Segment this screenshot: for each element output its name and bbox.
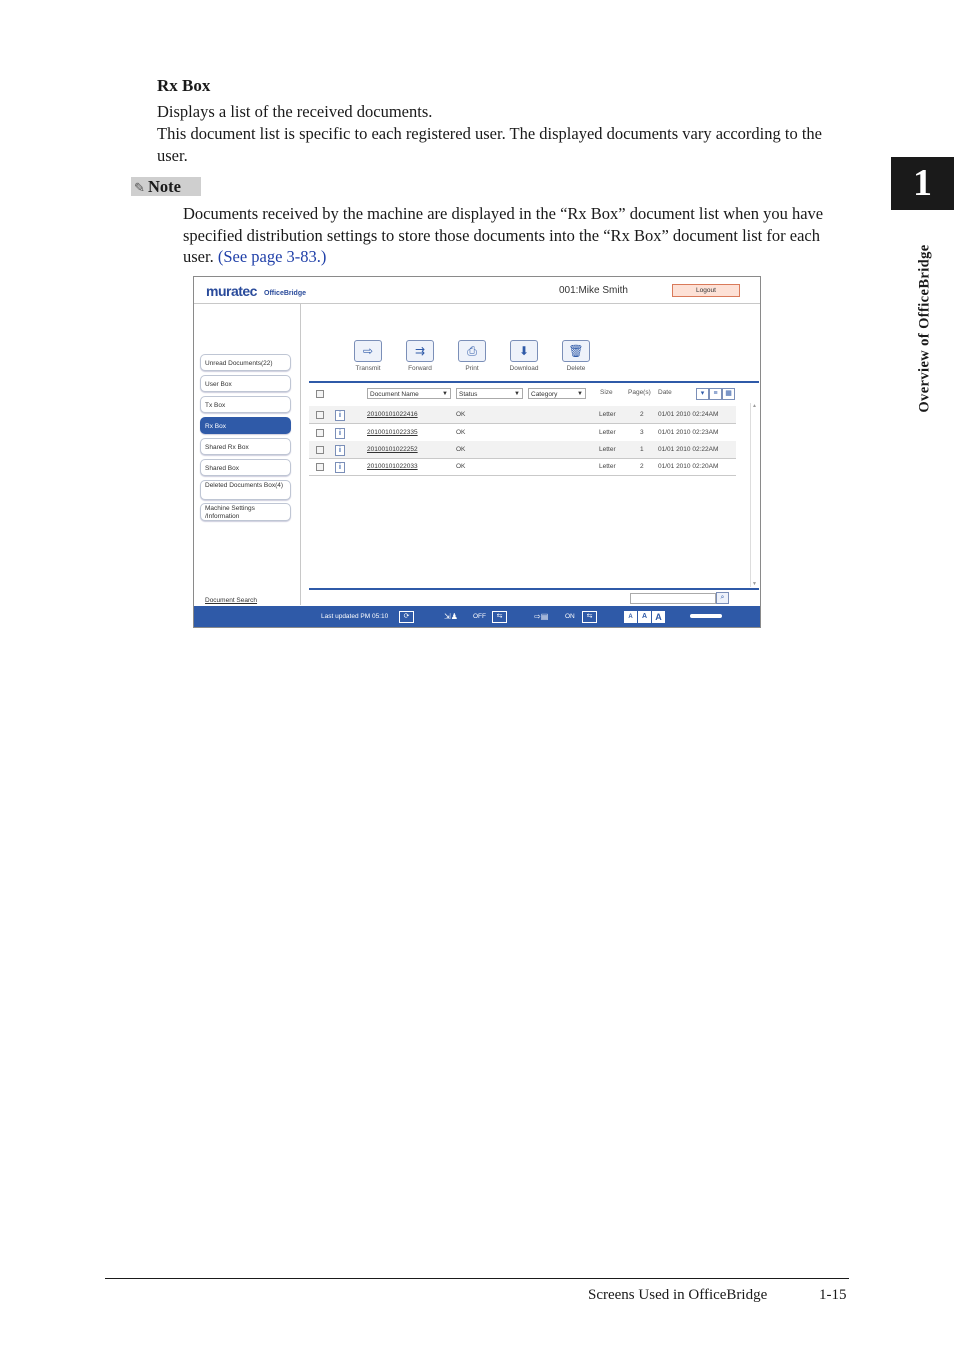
size-column-header: Size <box>600 389 613 396</box>
app-header <box>194 277 760 304</box>
list-scrollbar[interactable] <box>750 403 759 587</box>
row-checkbox[interactable] <box>316 463 324 471</box>
document-pages: 1 <box>640 446 644 453</box>
status-bar <box>194 606 760 627</box>
officebridge-screenshot <box>193 276 761 628</box>
date-column-header: Date <box>658 389 672 396</box>
list-view-icon[interactable]: ≡ <box>709 388 722 400</box>
download-button[interactable] <box>504 340 544 372</box>
thumbnail-view-icon[interactable]: ▦ <box>722 388 735 400</box>
zoom-slider[interactable] <box>690 614 722 618</box>
document-status: OK <box>456 446 466 453</box>
toggle1-switch-icon[interactable]: ⇆ <box>492 611 507 623</box>
chapter-tab: 1 <box>891 157 954 210</box>
current-user: 001:Mike Smith <box>559 285 628 296</box>
sidebar <box>194 304 301 605</box>
status-filter[interactable] <box>456 388 523 399</box>
transmit-icon: ⇨ <box>354 340 382 362</box>
download-icon: ⬇ <box>510 340 538 362</box>
page-number: 1-15 <box>819 1287 847 1303</box>
document-size: Letter <box>599 429 616 436</box>
category-filter[interactable] <box>528 388 586 399</box>
status-filter-label: Status <box>459 391 478 398</box>
nav-deleted-documents[interactable]: Deleted Documents Box(4) <box>200 480 291 500</box>
user-arrival-icon: ⇲♟ <box>444 612 458 621</box>
document-name[interactable]: 20100101022252 <box>367 446 418 453</box>
nav-unread-documents[interactable]: Unread Documents(22) <box>200 354 291 371</box>
pencil-icon: ✎ <box>134 180 145 195</box>
delete-label: Delete <box>566 365 586 372</box>
transmit-label: Transmit <box>355 365 381 372</box>
sort-toggle-icon[interactable]: ▾ <box>696 388 709 400</box>
nav-shared-box[interactable]: Shared Box <box>200 459 291 476</box>
document-name-filter[interactable] <box>367 388 451 399</box>
document-pages: 3 <box>640 429 644 436</box>
info-icon[interactable]: i <box>335 445 345 456</box>
print-button[interactable] <box>452 340 492 372</box>
document-date: 01/01 2010 02:22AM <box>658 446 719 453</box>
forward-button[interactable] <box>400 340 440 372</box>
toolbar-divider <box>309 381 759 383</box>
dropdown-arrow-icon: ▼ <box>577 391 583 397</box>
toggle1-state: OFF <box>473 613 486 620</box>
document-pages: 2 <box>640 411 644 418</box>
description-1: Displays a list of the received documents. <box>157 102 433 121</box>
side-chapter-title: Overview of OfficeBridge <box>916 244 933 413</box>
nav-user-box[interactable]: User Box <box>200 375 291 392</box>
document-status: OK <box>456 463 466 470</box>
document-name[interactable]: 20100101022416 <box>367 411 418 418</box>
document-search-link[interactable]: Document Search <box>205 597 258 604</box>
document-status: OK <box>456 411 466 418</box>
see-page-link[interactable]: (See page 3-83.) <box>217 247 327 266</box>
font-large-button[interactable]: A <box>652 611 665 623</box>
document-size: Letter <box>599 411 616 418</box>
last-updated: Last updated PM 05:10 <box>321 613 389 620</box>
table-row[interactable] <box>309 458 736 476</box>
document-name-filter-label: Document Name <box>370 391 419 398</box>
table-row[interactable] <box>309 424 736 442</box>
footer-rule <box>105 1278 849 1279</box>
dropdown-arrow-icon: ▼ <box>442 391 448 397</box>
info-icon[interactable]: i <box>335 462 345 473</box>
note-label-text: Note <box>148 177 181 196</box>
document-pages: 2 <box>640 463 644 470</box>
table-row[interactable] <box>309 441 736 459</box>
row-checkbox[interactable] <box>316 429 324 437</box>
nav-shared-rx-box[interactable]: Shared Rx Box <box>200 438 291 455</box>
document-size: Letter <box>599 446 616 453</box>
category-filter-label: Category <box>531 391 558 398</box>
dropdown-arrow-icon: ▼ <box>514 391 520 397</box>
transmit-button[interactable] <box>348 340 388 372</box>
pages-column-header: Page(s) <box>628 389 651 396</box>
info-icon[interactable]: i <box>335 428 345 439</box>
trash-icon: 🗑 <box>562 340 590 362</box>
officebridge-logo: OfficeBridge <box>264 290 307 297</box>
scroll-up-icon[interactable]: ▲ <box>752 403 757 409</box>
document-name[interactable]: 20100101022335 <box>367 429 418 436</box>
font-small-button[interactable]: A <box>624 611 637 623</box>
document-date: 01/01 2010 02:24AM <box>658 411 719 418</box>
refresh-icon[interactable]: ⟳ <box>399 611 414 623</box>
logout-button[interactable]: Logout <box>672 284 740 297</box>
document-date: 01/01 2010 02:23AM <box>658 429 719 436</box>
document-name[interactable]: 20100101022033 <box>367 463 418 470</box>
note-body: Documents received by the machine are displayed in the “Rx Box” document list when you have specified distribution settings to store those documents into the “Rx Box” document list for each user. <box>183 204 824 266</box>
document-date: 01/01 2010 02:20AM <box>658 463 719 470</box>
print-label: Print <box>465 365 479 372</box>
description-2: This document list is specific to each registered user. The displayed documents vary according to the user. <box>157 124 823 165</box>
row-checkbox[interactable] <box>316 446 324 454</box>
toggle2-switch-icon[interactable]: ⇆ <box>582 611 597 623</box>
footer-title: Screens Used in OfficeBridge <box>588 1287 768 1303</box>
machine-arrival-icon: ⇨▤ <box>534 612 549 621</box>
section-heading: Rx Box <box>157 76 211 95</box>
note-text <box>183 203 853 268</box>
forward-label: Forward <box>408 365 432 372</box>
search-input[interactable] <box>630 593 716 604</box>
info-icon[interactable]: i <box>335 410 345 421</box>
nav-rx-box[interactable]: Rx Box <box>200 417 291 434</box>
delete-button[interactable] <box>556 340 596 372</box>
download-label: Download <box>509 365 539 372</box>
nav-tx-box[interactable]: Tx Box <box>200 396 291 413</box>
nav-machine-settings[interactable]: Machine Settings /Information <box>200 503 291 521</box>
document-status: OK <box>456 429 466 436</box>
note-label <box>131 177 201 196</box>
search-icon[interactable]: ⌕ <box>716 592 729 604</box>
toggle2-state: ON <box>565 613 575 620</box>
printer-icon: ⎙ <box>458 340 486 362</box>
table-row[interactable] <box>309 406 736 424</box>
scroll-down-icon[interactable]: ▼ <box>752 581 757 587</box>
row-checkbox[interactable] <box>316 411 324 419</box>
muratec-logo: muratec <box>206 283 257 299</box>
list-bottom-divider <box>309 588 759 590</box>
font-medium-button[interactable]: A <box>638 611 651 623</box>
forward-icon: ⇉ <box>406 340 434 362</box>
select-all-checkbox[interactable] <box>316 390 324 398</box>
document-size: Letter <box>599 463 616 470</box>
